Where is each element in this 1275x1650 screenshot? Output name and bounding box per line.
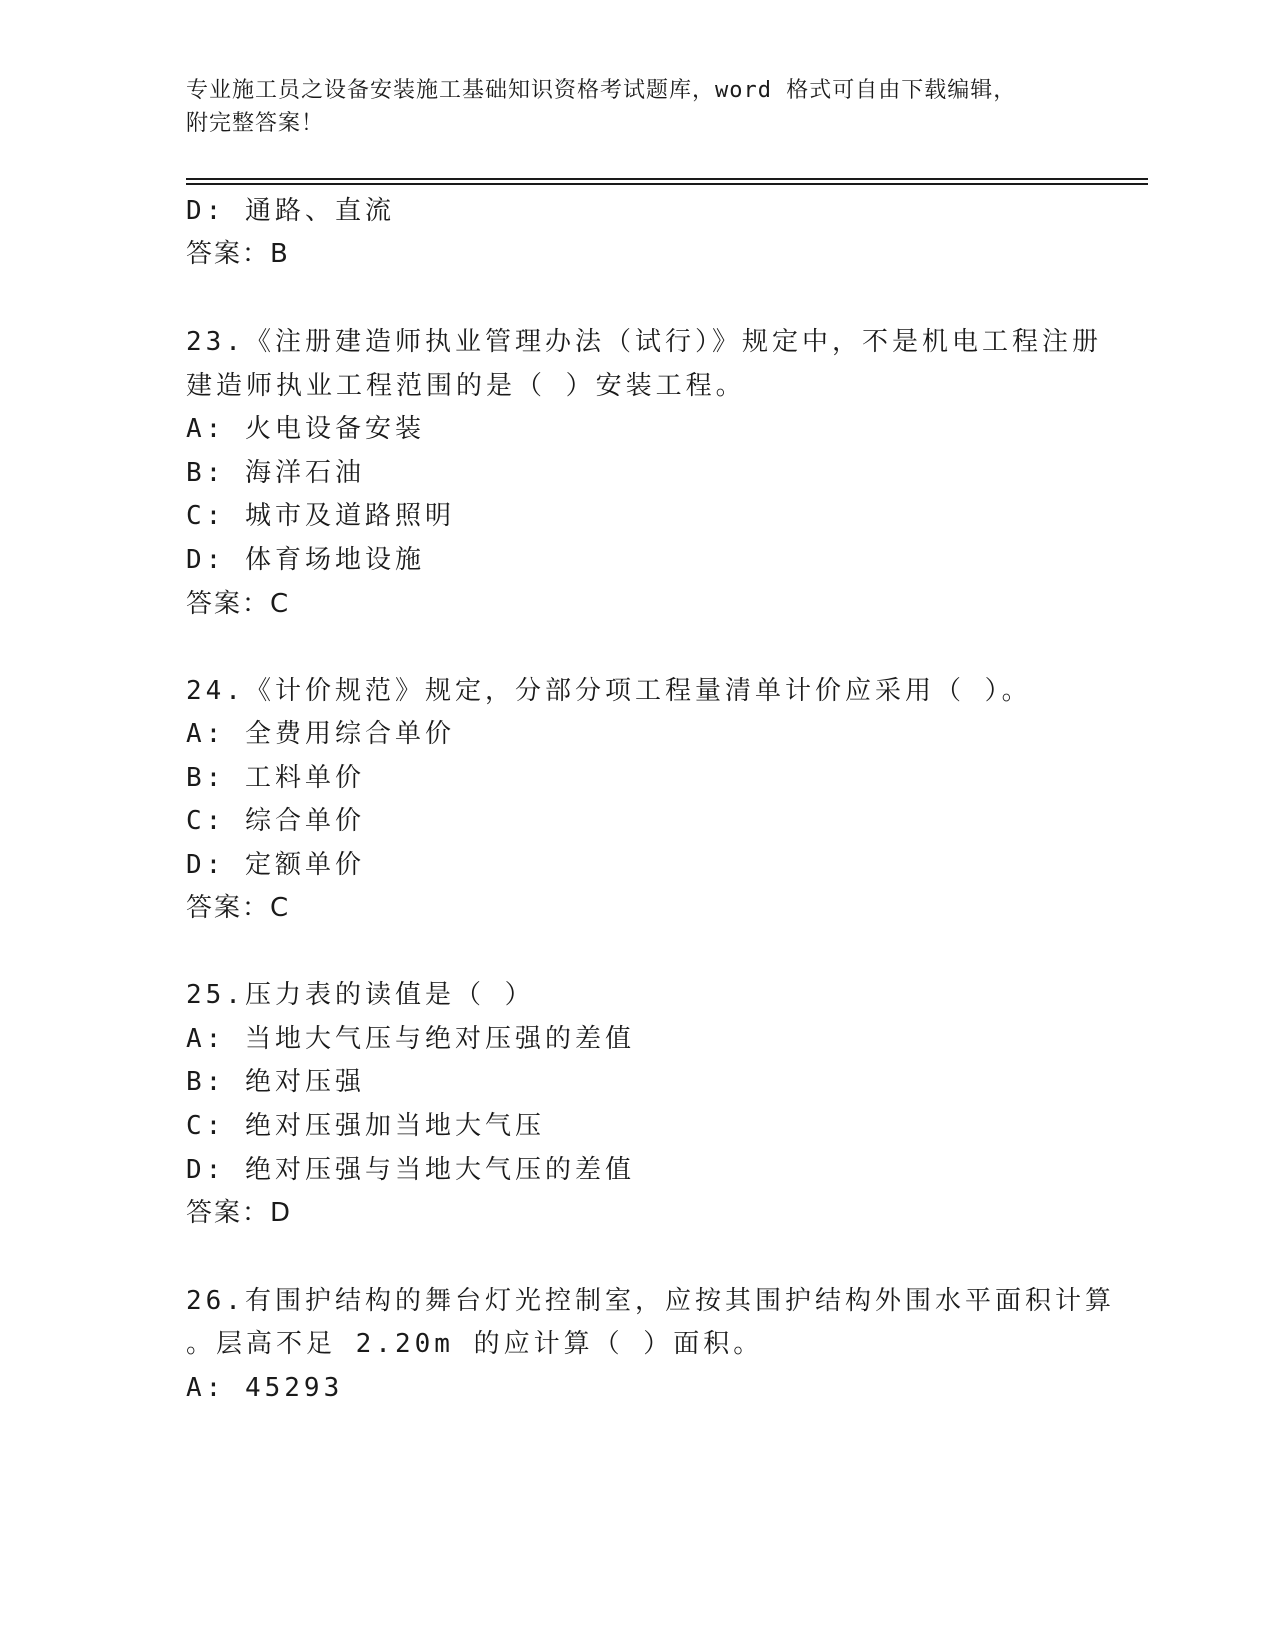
- option-a-q26: A: 45293: [186, 1373, 344, 1403]
- header-line-1: 专业施工员之设备安装施工基础知识资格考试题库，word 格式可自由下载编辑，: [186, 78, 1017, 103]
- option-b-q24: B: 工料单价: [186, 763, 365, 793]
- option-c-q23: C: 城市及道路照明: [186, 501, 455, 531]
- option-b-q23: B: 海洋石油: [186, 458, 365, 488]
- answer-q25: 答案：D: [186, 1198, 293, 1228]
- document-header: [186, 74, 1066, 140]
- option-d-q25: D: 绝对压强与当地大气压的差值: [186, 1155, 635, 1185]
- question-26-line-2: 。层高不足 2.20m 的应计算（ ）面积。: [186, 1329, 764, 1359]
- question-26-line-1: 26.有围护结构的舞台灯光控制室，应按其围护结构外围水平面积计算: [186, 1286, 1115, 1316]
- question-23-line-2: 建造师执业工程范围的是（ ）安装工程。: [186, 371, 746, 401]
- question-25: 25.压力表的读值是（ ）: [186, 980, 535, 1010]
- option-d-q24: D: 定额单价: [186, 850, 365, 880]
- answer-q24: 答案：C: [186, 893, 291, 923]
- option-b-q25: B: 绝对压强: [186, 1067, 365, 1097]
- answer-q23: 答案：C: [186, 589, 291, 619]
- question-23-line-1: 23.《注册建造师执业管理办法（试行）》规定中，不是机电工程注册: [186, 327, 1102, 357]
- header-divider-bottom: [186, 183, 1148, 185]
- header-line-2: 附完整答案！: [186, 111, 325, 136]
- option-a-q24: A: 全费用综合单价: [186, 719, 455, 749]
- header-divider-top: [186, 178, 1148, 180]
- question-24: 24.《计价规范》规定，分部分项工程量清单计价应采用（ ）。: [186, 676, 1032, 706]
- option-a-q23: A: 火电设备安装: [186, 414, 425, 444]
- answer-q22: 答案：B: [186, 239, 290, 269]
- option-c-q24: C: 综合单价: [186, 806, 365, 836]
- option-d-q23: D: 体育场地设施: [186, 545, 425, 575]
- option-a-q25: A: 当地大气压与绝对压强的差值: [186, 1024, 635, 1054]
- option-c-q25: C: 绝对压强加当地大气压: [186, 1111, 545, 1141]
- option-d-q22: D: 通路、直流: [186, 196, 395, 226]
